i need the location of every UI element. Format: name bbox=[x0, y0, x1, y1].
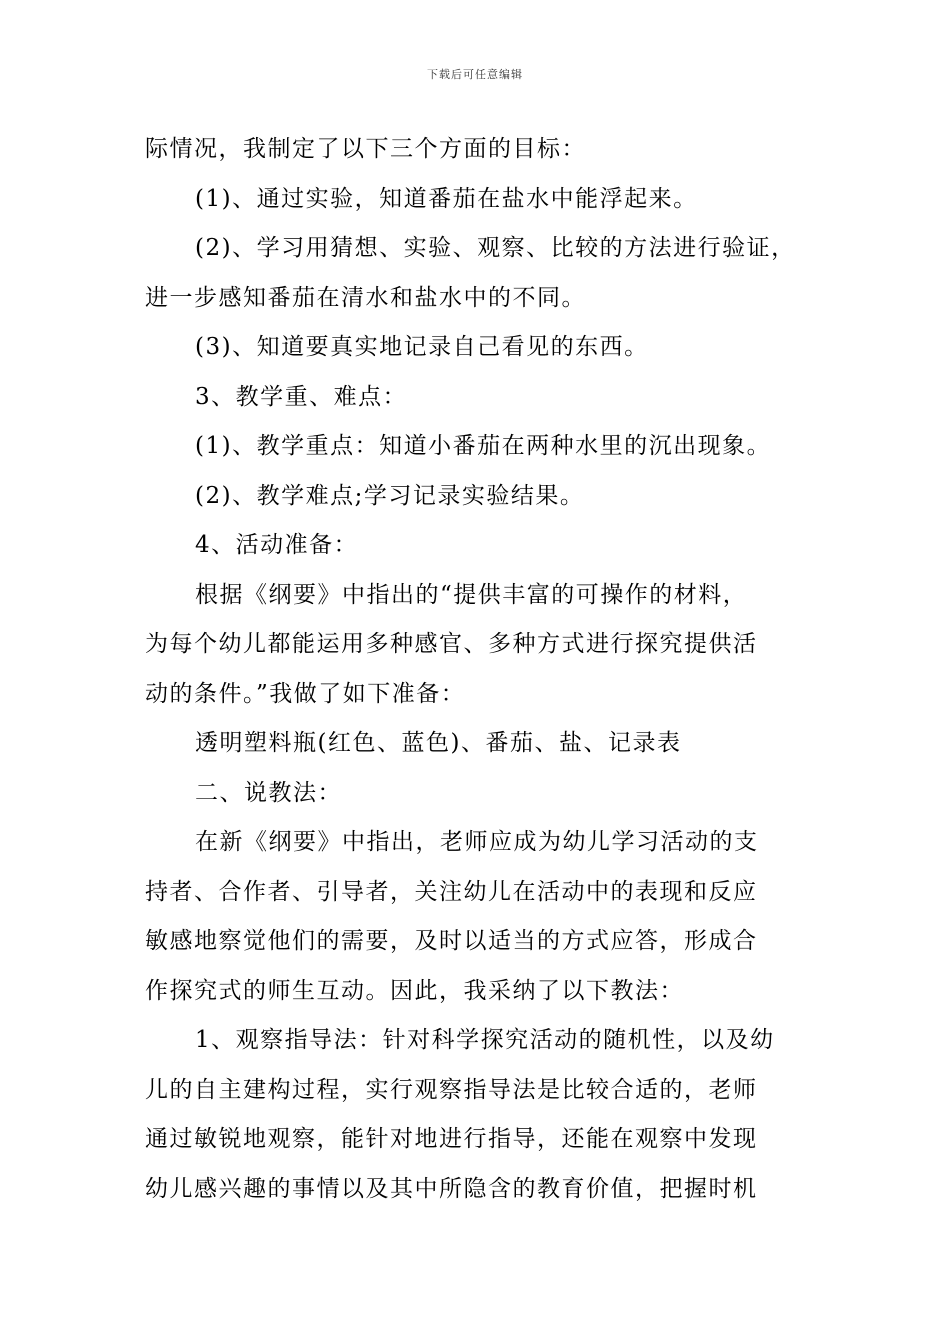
text-line: 作探究式的师生互动。因此，我采纳了以下教法： bbox=[145, 977, 684, 1004]
text-line: 透明塑料瓶(红色、蓝色)、番茄、盐、记录表 bbox=[195, 730, 682, 756]
text-line: (3)、知道要真实地记录自己看见的东西。 bbox=[195, 334, 649, 360]
text-line: 通过敏锐地观察，能针对地进行指导，还能在观察中发现 bbox=[145, 1126, 758, 1152]
page-header-note: 下载后可任意编辑 bbox=[427, 68, 523, 81]
section-heading: 3、教学重、难点： bbox=[195, 383, 408, 410]
text-line: 幼儿感兴趣的事情以及其中所隐含的教育价值，把握时机 bbox=[145, 1175, 758, 1202]
document-body bbox=[145, 125, 815, 1214]
text-line: 为每个幼儿都能运用多种感官、多种方式进行探究提供活 bbox=[145, 631, 758, 657]
text-line: 持者、合作者、引导者，关注幼儿在活动中的表现和反应 bbox=[145, 878, 758, 905]
text-line: (2)、学习用猜想、实验、观察、比较的方法进行验证， bbox=[195, 235, 796, 261]
text-line: 敏感地察觉他们的需要，及时以适当的方式应答，形成合 bbox=[145, 928, 758, 954]
text-line: 动的条件。”我做了如下准备： bbox=[145, 680, 466, 707]
section-heading: 4、活动准备： bbox=[195, 532, 359, 558]
text-line: 进一步感知番茄在清水和盐水中的不同。 bbox=[145, 284, 586, 311]
text-line: 际情况，我制定了以下三个方面的目标： bbox=[145, 136, 586, 162]
section-heading: 二、说教法： bbox=[195, 779, 342, 806]
text-line: 儿的自主建构过程，实行观察指导法是比较合适的，老师 bbox=[145, 1076, 758, 1103]
text-line: 1、观察指导法：针对科学探究活动的随机性，以及幼 bbox=[195, 1027, 775, 1053]
text-line: 在新《纲要》中指出，老师应成为幼儿学习活动的支 bbox=[195, 829, 759, 855]
text-line: (2)、教学难点;学习记录实验结果。 bbox=[195, 482, 585, 509]
text-line: 根据《纲要》中指出的“提供丰富的可操作的材料， bbox=[195, 581, 748, 608]
text-line: (1)、通过实验，知道番茄在盐水中能浮起来。 bbox=[195, 185, 698, 212]
text-line: (1)、教学重点：知道小番茄在两种水里的沉出现象。 bbox=[195, 433, 772, 459]
